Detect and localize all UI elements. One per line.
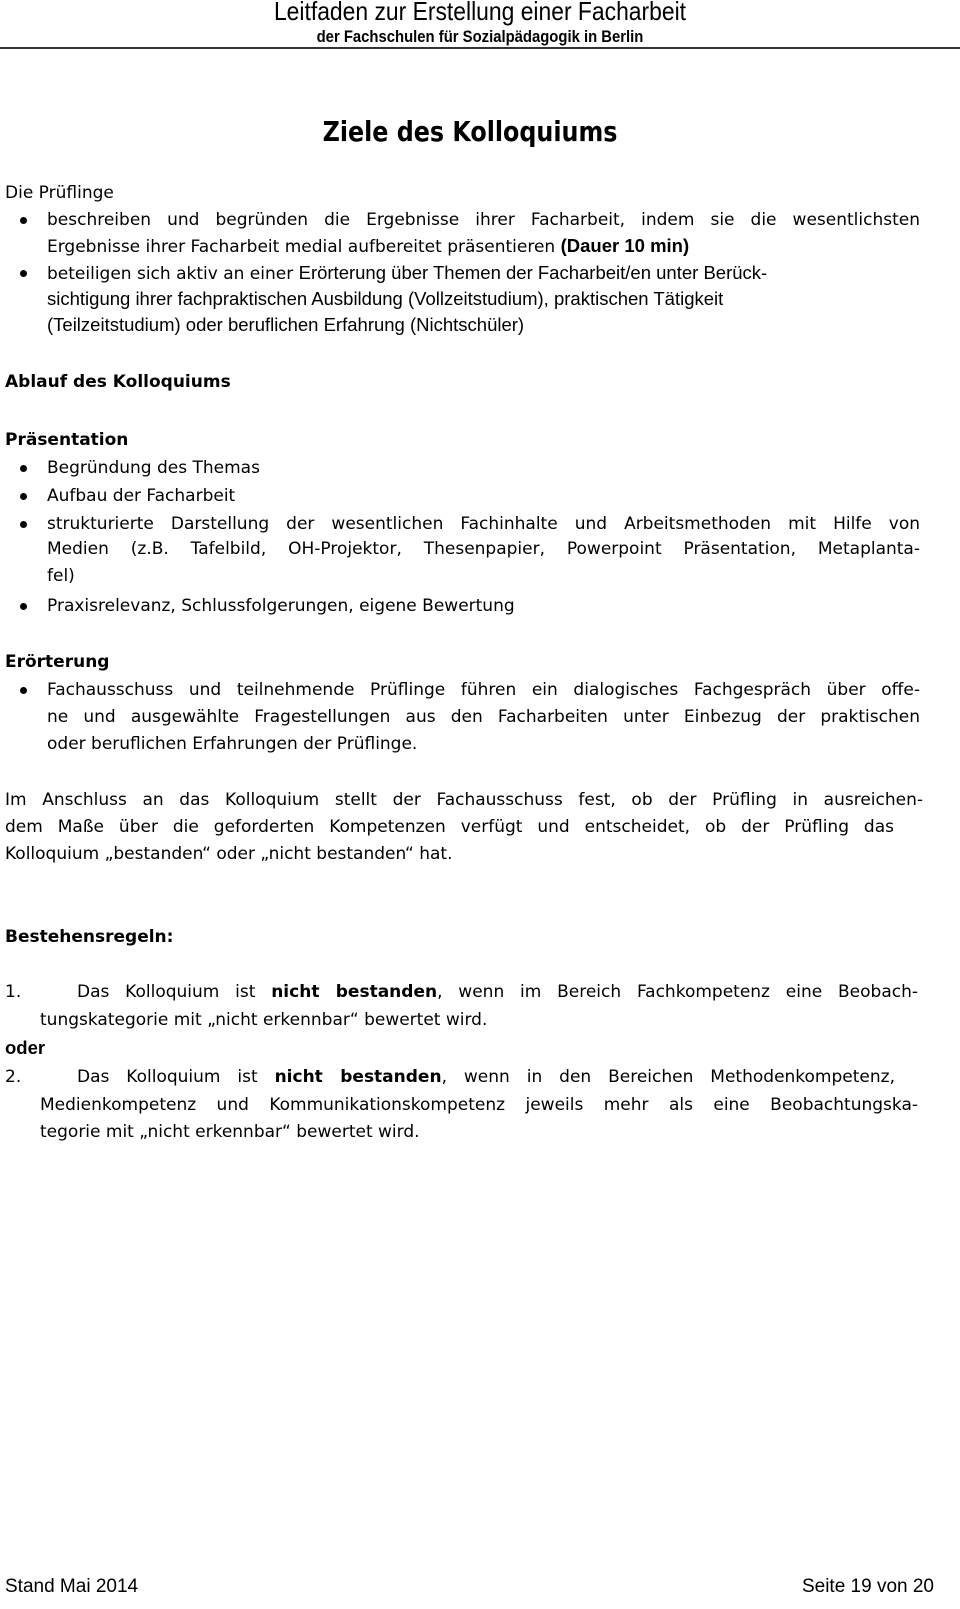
eroerterung-line: ne und ausgewählte Fragestellungen aus den Facharbeiten unter Einbezug der praktischen bbox=[47, 707, 920, 727]
rule-2-emphasis: nicht bestanden bbox=[274, 1067, 442, 1087]
goal-2-text-a: beteiligen sich aktiv an einer bbox=[47, 264, 299, 284]
goal-2-line-2: sichtigung ihrer fachpraktischen Ausbildung (Vollzeitstudium), praktischen Tätigkeit bbox=[47, 288, 724, 309]
rule-1-number: 1. bbox=[5, 982, 22, 1002]
praesentation-item-line: strukturierte Darstellung der wesentlichen Fachinhalte und Arbeitsmethoden mit Hilfe von bbox=[47, 514, 920, 534]
goal-1-text: Ergebnisse ihrer Facharbeit medial aufbereitet präsentieren bbox=[47, 237, 561, 257]
bullet-icon bbox=[20, 465, 27, 472]
goal-2-line-1 bbox=[47, 262, 767, 285]
goals-intro: Die Prüflinge bbox=[5, 183, 114, 203]
praesentation-item: Aufbau der Facharbeit bbox=[47, 486, 236, 506]
rule-1-text-b: , wenn im Bereich Fachkompetenz eine Beobach- bbox=[437, 982, 918, 1002]
bullet-icon bbox=[20, 493, 27, 500]
rule-2-line-3: tegorie mit „nicht erkennbar“ bewertet wird. bbox=[40, 1122, 420, 1142]
bullet-icon bbox=[20, 521, 27, 528]
praesentation-item-line: Medien (z.B. Tafelbild, OH-Projektor, Thesenpapier, Powerpoint Präsentation, Metaplanta- bbox=[47, 539, 920, 559]
rule-1-emphasis: nicht bestanden bbox=[271, 982, 438, 1002]
subheading-eroerterung: Erörterung bbox=[5, 652, 110, 672]
rule-2-line-1 bbox=[77, 1066, 895, 1088]
duration-note: (Dauer 10 min) bbox=[560, 235, 690, 256]
page-title: Ziele des Kolloquiums bbox=[322, 115, 618, 148]
goal-2-line-3: (Teilzeitstudium) oder beruflichen Erfahrung (Nichtschüler) bbox=[47, 314, 525, 335]
document-header-title: Leitfaden zur Erstellung einer Facharbeit bbox=[273, 0, 687, 26]
document-header-subtitle: der Fachschulen für Sozialpädagogik in Berlin bbox=[316, 28, 644, 46]
footer-date: Stand Mai 2014 bbox=[5, 1576, 139, 1597]
conclusion-line: Kolloquium „bestanden“ oder „nicht bestanden“ hat. bbox=[5, 844, 453, 864]
rule-2-line-2: Medienkompetenz und Kommunikationskompetenz jeweils mehr als eine Beobachtungska- bbox=[40, 1095, 918, 1115]
rule-2-number: 2. bbox=[5, 1067, 22, 1087]
header-divider bbox=[0, 47, 960, 49]
praesentation-item: Begründung des Themas bbox=[47, 458, 260, 478]
rule-1-line-1 bbox=[77, 981, 918, 1003]
rule-2-text-a: Das Kolloquium ist bbox=[77, 1067, 275, 1087]
goal-1-line-1: beschreiben und begründen die Ergebnisse ihrer Facharbeit, indem sie die wesentlichsten bbox=[47, 210, 920, 230]
bullet-icon bbox=[20, 603, 27, 610]
goal-2-text-b: Erörterung über Themen der Facharbeit/en unter Berück- bbox=[298, 262, 768, 283]
praesentation-item-line: fel) bbox=[47, 566, 75, 586]
eroerterung-line: oder beruflichen Erfahrungen der Prüflinge. bbox=[47, 734, 418, 754]
rule-2-text-b: , wenn in den Bereichen Methodenkompetenz, bbox=[441, 1067, 895, 1087]
goal-1-line-2 bbox=[47, 235, 689, 258]
conclusion-line: Im Anschluss an das Kolloquium stellt der Fachausschuss fest, ob der Prüfling in ausreichen- bbox=[5, 790, 923, 810]
bullet-icon bbox=[20, 687, 27, 694]
rules-heading: Bestehensregeln: bbox=[5, 927, 174, 947]
rule-1-text-a: Das Kolloquium ist bbox=[77, 982, 272, 1002]
eroerterung-line: Fachausschuss und teilnehmende Prüflinge führen ein dialogisches Fachgespräch über offe- bbox=[47, 680, 920, 700]
praesentation-item: Praxisrelevanz, Schlussfolgerungen, eigene Bewertung bbox=[47, 596, 515, 616]
subheading-praesentation: Präsentation bbox=[5, 430, 129, 450]
bullet-icon bbox=[20, 217, 27, 224]
conclusion-line: dem Maße über die geforderten Kompetenzen verfügt und entscheidet, ob der Prüfling das bbox=[5, 817, 894, 837]
footer-page-number: Seite 19 von 20 bbox=[801, 1576, 934, 1597]
rules-or: oder bbox=[5, 1037, 46, 1058]
rule-1-line-2: tungskategorie mit „nicht erkennbar“ bewertet wird. bbox=[40, 1010, 488, 1030]
section-heading-ablauf: Ablauf des Kolloquiums bbox=[5, 372, 231, 392]
bullet-icon bbox=[20, 270, 27, 277]
